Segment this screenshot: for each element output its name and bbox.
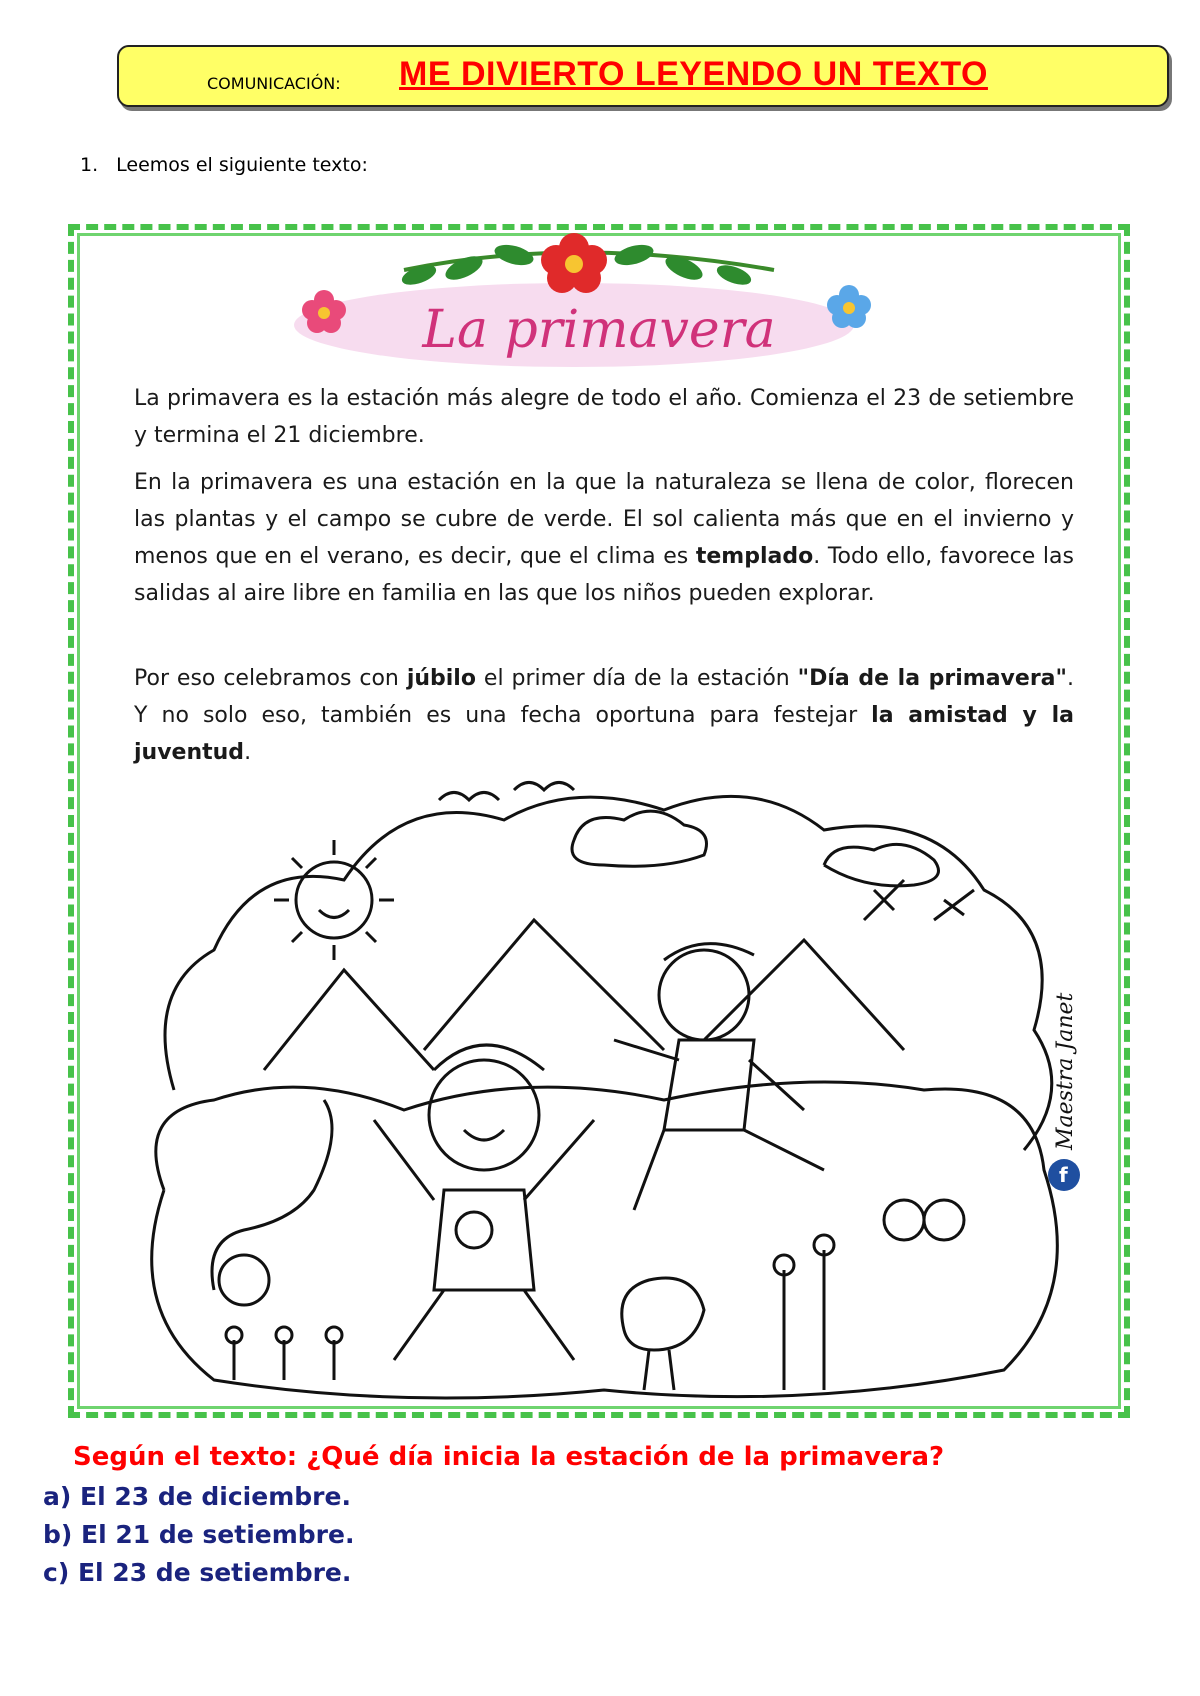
paragraph-2: En la primavera es una estación en la que la naturaleza se llena de color, florecen las plantas y el campo se cubre de verde. El sol calienta más que en el invierno y menos que en el verano, es decir, que el clima es templado. Todo ello, favorece las salidas al aire libre en familia en las que los niños pueden explorar.	[134, 470, 1074, 606]
instruction	[80, 154, 368, 176]
instruction-text: Leemos el siguiente texto:	[116, 154, 368, 176]
option-c[interactable]: c) El 23 de setiembre.	[43, 1558, 352, 1587]
option-b[interactable]: b) El 21 de setiembre.	[43, 1520, 355, 1549]
question-text: Según el texto: ¿Qué día inicia la estación de la primavera?	[73, 1442, 945, 1472]
red-flower-icon	[541, 233, 607, 293]
svg-text:f: f	[1059, 1163, 1068, 1187]
reading-card	[68, 224, 1130, 1418]
paragraph-3: Por eso celebramos con júbilo el primer día de la estación "Día de la primavera". Y no solo eso, también es una fecha oportuna para festejar la amistad y la juventud.	[134, 666, 1074, 765]
card-title: La primavera	[422, 300, 776, 360]
option-a[interactable]: a) El 23 de diciembre.	[43, 1482, 351, 1511]
header-banner	[117, 45, 1169, 107]
paragraph-1: La primavera es la estación más alegre de todo el año. Comienza el 23 de setiembre y termina el 21 diciembre.	[134, 386, 1074, 448]
subject-label: COMUNICACIÓN:	[207, 74, 341, 93]
instruction-number: 1.	[80, 154, 99, 176]
bold-templado: templado	[695, 544, 814, 569]
title-decoration	[74, 230, 1124, 370]
spring-illustration-icon	[104, 770, 1104, 1418]
illustrator-signature: Maestra Janet	[1053, 992, 1078, 1150]
worksheet-title: ME DIVIERTO LEYENDO UN TEXTO	[399, 55, 988, 93]
